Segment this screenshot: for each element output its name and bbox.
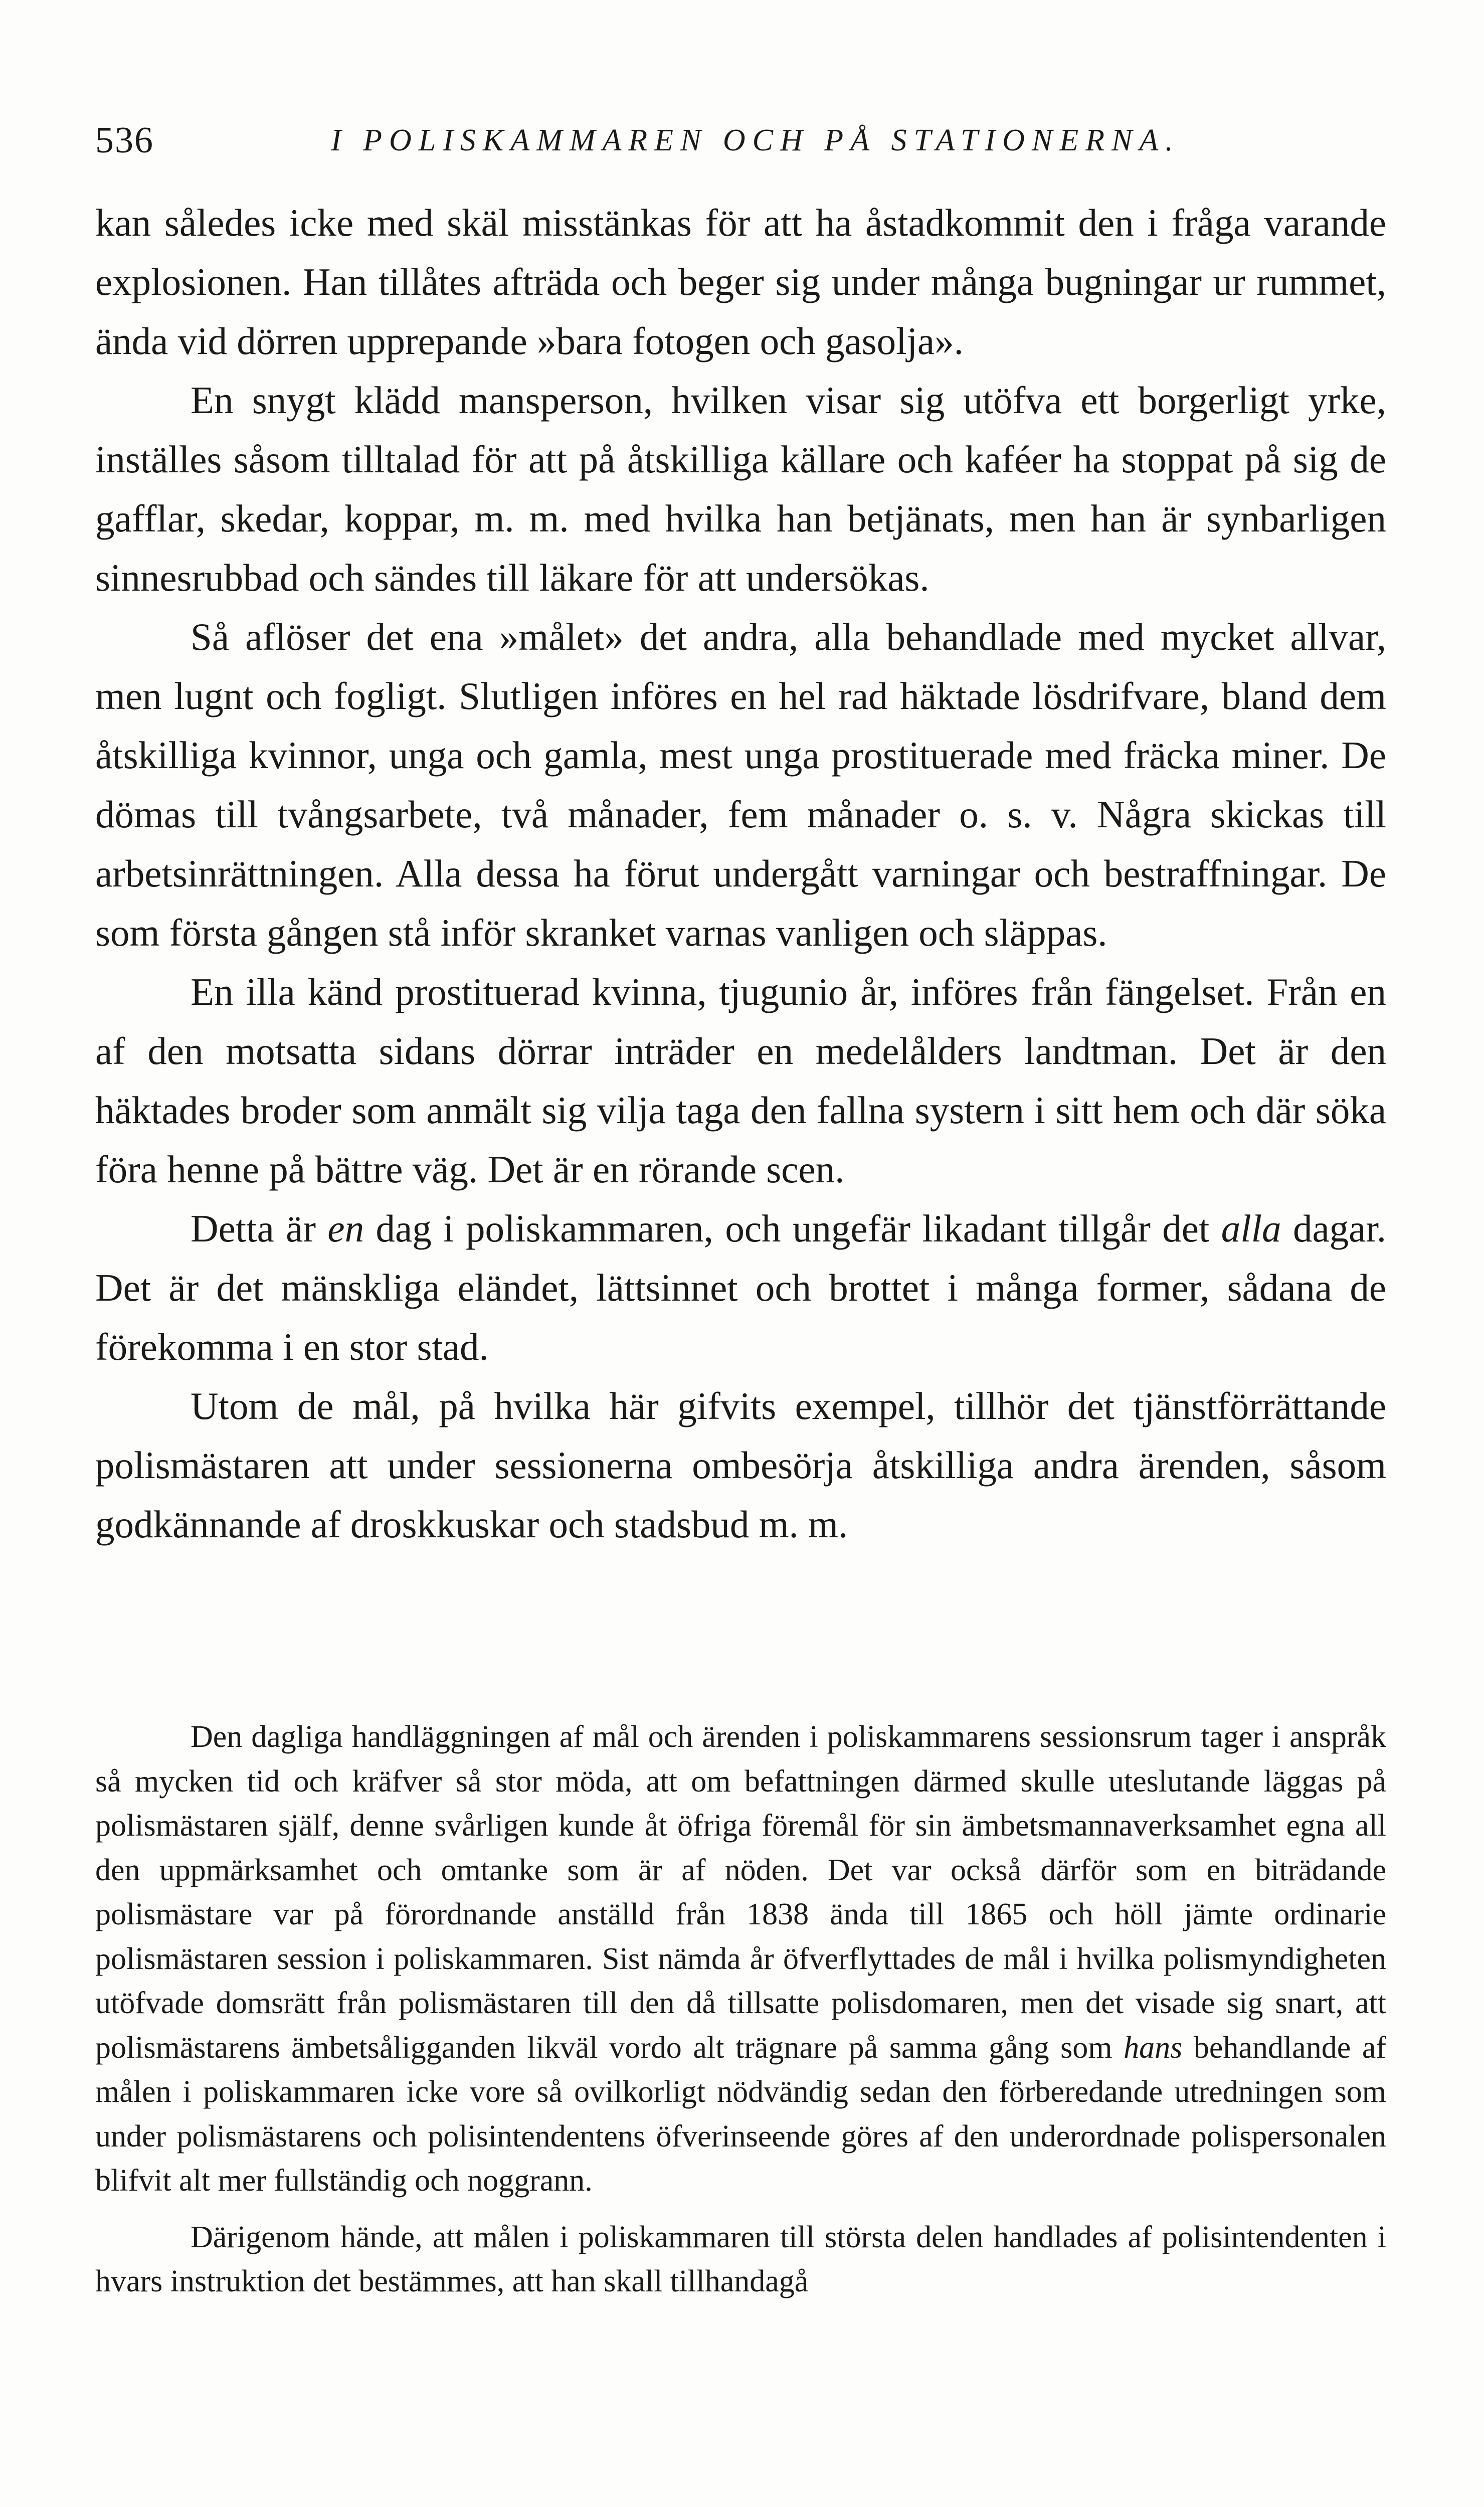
paragraph-5-text-c: dagar. Det är det mänskliga eländet, lättsinnet och brottet i många former, sådana de förekomma i en stor stad. [95, 1207, 1386, 1368]
main-text [95, 193, 1386, 1554]
running-header [95, 113, 1399, 168]
note-1-text-b: behandlande af målen i poliskammaren icke vore så ovilkorligt nödvändig sedan den förberedande utredningen som under polismästarens och polisintendentens öfverinseende göres af den underordnade polispersonalen blifvit alt mer fullständig och noggrann. [95, 2030, 1386, 2198]
paragraph-5-text-b: dag i poliskammaren, och ungefär likadant tillgår det [364, 1207, 1221, 1250]
running-title: I POLISKAMMAREN OCH PÅ STATIONERNA. [331, 123, 1180, 157]
note-1-emphasis-hans: hans [1124, 2030, 1183, 2065]
paragraph-6: Utom de mål, på hvilka här gifvits exempel, tillhör det tjänstförrättande polismästaren att under sessionerna ombesörja åtskilliga andra ärenden, såsom godkännande af droskkuskar och stadsbud m. m. [95, 1384, 1386, 1546]
page-number: 536 [95, 120, 154, 161]
footnote-block [95, 1715, 1386, 2304]
paragraph-5 [95, 1199, 1386, 1376]
note-1-text-a: Den dagliga handläggningen af mål och ärenden i poliskammarens sessionsrum tager i anspråk så mycken tid och kräfver så stor möda, att om befattningen därmed skulle uteslutande läggas på polismästaren själf, denne svårligen kunde åt öfriga föremål för sin ämbetsmannaverksamhet egna all den uppmärksamhet och omtanke som är af nöden. Det var också därför som en biträdande polismästare var på förordnande anställd från 1838 ända till 1865 och höll jämte ordinarie polismästaren session i poliskammaren. Sist nämda år öfverflyttades de mål i hvilka polismyndigheten utöfvade domsrätt från polismästaren till den då tillsatte polisdomaren, men det visade sig snart, att polismästarens ämbetsåligganden likväl vordo alt trägnare på samma gång som [95, 1720, 1386, 2065]
paragraph-5-emphasis-alla: alla [1221, 1207, 1281, 1250]
paragraph-5-text-a: Detta är [191, 1207, 328, 1250]
note-paragraph-2: Därigenom hände, att målen i poliskammaren till största delen handlades af polisintendenten i hvars instruktion det bestämmes, att han skall tillhandagå [95, 2220, 1386, 2298]
note-paragraph-1 [95, 1715, 1386, 2203]
paragraph-3: Så aflöser det ena »målet» det andra, alla behandlade med mycket allvar, men lugnt och fogligt. Slutligen införes en hel rad häktade lösdrifvare, bland dem åtskilliga kvinnor, unga och gamla, mest unga prostituerade med fräcka miner. De dömas till tvångsarbete, två månader, fem månader o. s. v. Några skickas till arbetsinrättningen. Alla dessa ha förut undergått varningar och bestraffningar. De som första gången stå inför skranket varnas vanligen och släppas. [95, 615, 1386, 954]
paragraph-2: En snygt klädd mansperson, hvilken visar sig utöfva ett borgerligt yrke, inställes såsom tilltalad för att på åtskilliga källare och kaféer ha stoppat på sig de gafflar, skedar, koppar, m. m. med hvilka han betjänats, men han är synbarligen sinnesrubbad och sändes till läkare för att undersökas. [95, 379, 1386, 599]
paragraph-1: kan således icke med skäl misstänkas för att ha åstadkommit den i fråga varande explosionen. Han tillåtes afträda och beger sig under många bugningar ur rummet, ända vid dörren upprepande »bara fotogen och gasolja». [95, 201, 1386, 363]
paragraph-5-emphasis-en: en [327, 1207, 364, 1250]
paragraph-4: En illa känd prostituerad kvinna, tjugunio år, införes från fängelset. Från en af den motsatta sidans dörrar inträder en medelålders landtman. Det är den häktades broder som anmält sig vilja taga den fallna systern i sitt hem och där söka föra henne på bättre väg. Det är en rörande scen. [95, 970, 1386, 1191]
